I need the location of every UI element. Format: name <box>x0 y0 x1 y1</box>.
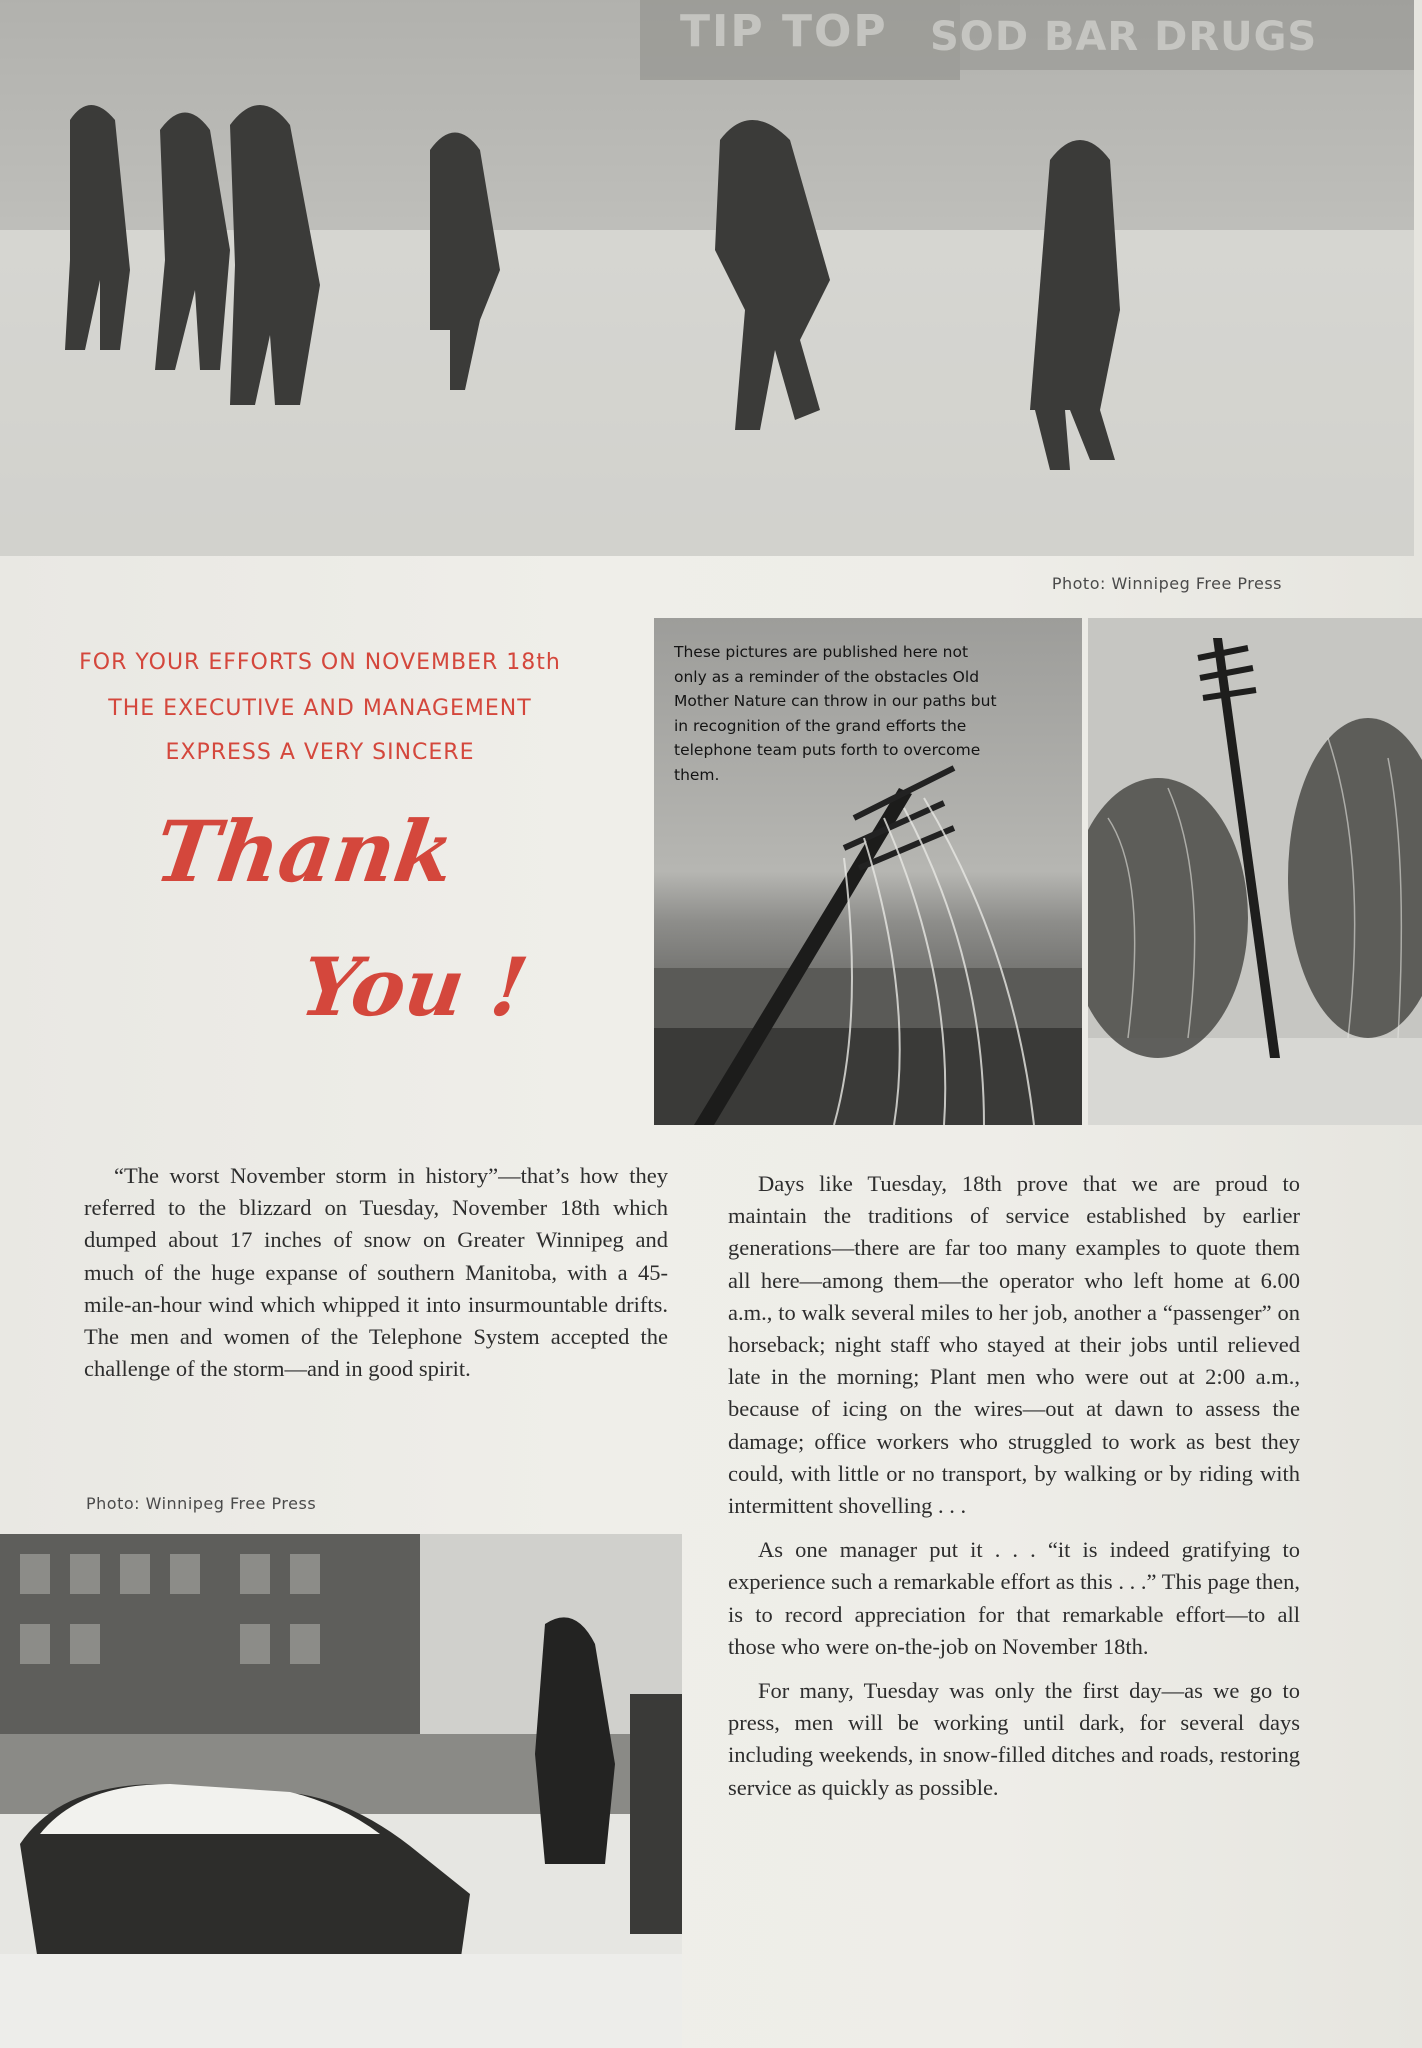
snowy-street-image <box>0 1534 682 2048</box>
article-paragraph-right-2: As one manager put it . . . “it is indeed gratifying to experience such a remarkable effort as this . . .” This page then, is to record appreciation for that remarkable effort—to all those who were on-the-job on November 18th. <box>728 1537 1300 1659</box>
photo-credit-bottom: Photo: Winnipeg Free Press <box>86 1494 317 1513</box>
blizzard-photo-image <box>0 0 1414 556</box>
headline-line-2: THE EXECUTIVE AND MANAGEMENT <box>108 696 532 721</box>
headline-line-1: FOR YOUR EFFORTS ON NOVEMBER 18th <box>79 650 561 675</box>
article-left-column <box>84 1160 668 1397</box>
article-paragraph-left: “The worst November storm in history”—that’s how they referred to the blizzard on Tuesday, November 18th which dumped about 17 inches of snow on Greater Winnipeg and much of the huge expanse of southern Manitoba, with a 45-mile-an-hour wind which whipped it into insurmountable drifts. The men and women of the Telephone System accepted the challenge of the storm—and in good spirit. <box>84 1163 668 1382</box>
icy-trees-image <box>1088 618 1422 1125</box>
thank-script-title: Thank <box>149 802 461 901</box>
photo-caption: These pictures are published here not only as a reminder of the obstacles Old Mother Nature can throw in our paths but in recognition of the grand efforts the telephone team puts forth to overcome them. <box>674 643 997 784</box>
headline-line-3: EXPRESS A VERY SINCERE <box>165 740 475 765</box>
article-right-column <box>728 1168 1300 1816</box>
article-paragraph-right-3: For many, Tuesday was only the first day—as we go to press, men will be working until dark, for several days including weekends, in snow-filled ditches and roads, restoring service as quickly as possible. <box>728 1678 1300 1800</box>
sign-tip-top: TIP TOP <box>680 6 888 57</box>
icy-trees-pole-photo <box>1088 618 1422 1125</box>
snowy-street-car-photo <box>0 1534 682 2048</box>
sign-sod-bar-drugs: SOD BAR DRUGS <box>930 14 1318 60</box>
blizzard-pedestrians-photo <box>0 0 1414 556</box>
you-script-title: You ! <box>295 940 534 1034</box>
article-paragraph-right-1: Days like Tuesday, 18th prove that we are proud to maintain the traditions of service established by earlier generations—there are far too many examples to quote them all here—among them—the operator who left home at 6.00 a.m., to walk several miles to her job, another a “passenger” on horseback; night staff who stayed at their jobs until relieved late in the morning; Plant men who were out at 2:00 a.m., because of icing on the wires—out at dawn to assess the damage; office workers who struggled to work as best they could, with little or no transport, by walking or by riding with intermittent shovelling . . . <box>728 1171 1300 1519</box>
photo-credit-top: Photo: Winnipeg Free Press <box>1051 574 1282 593</box>
